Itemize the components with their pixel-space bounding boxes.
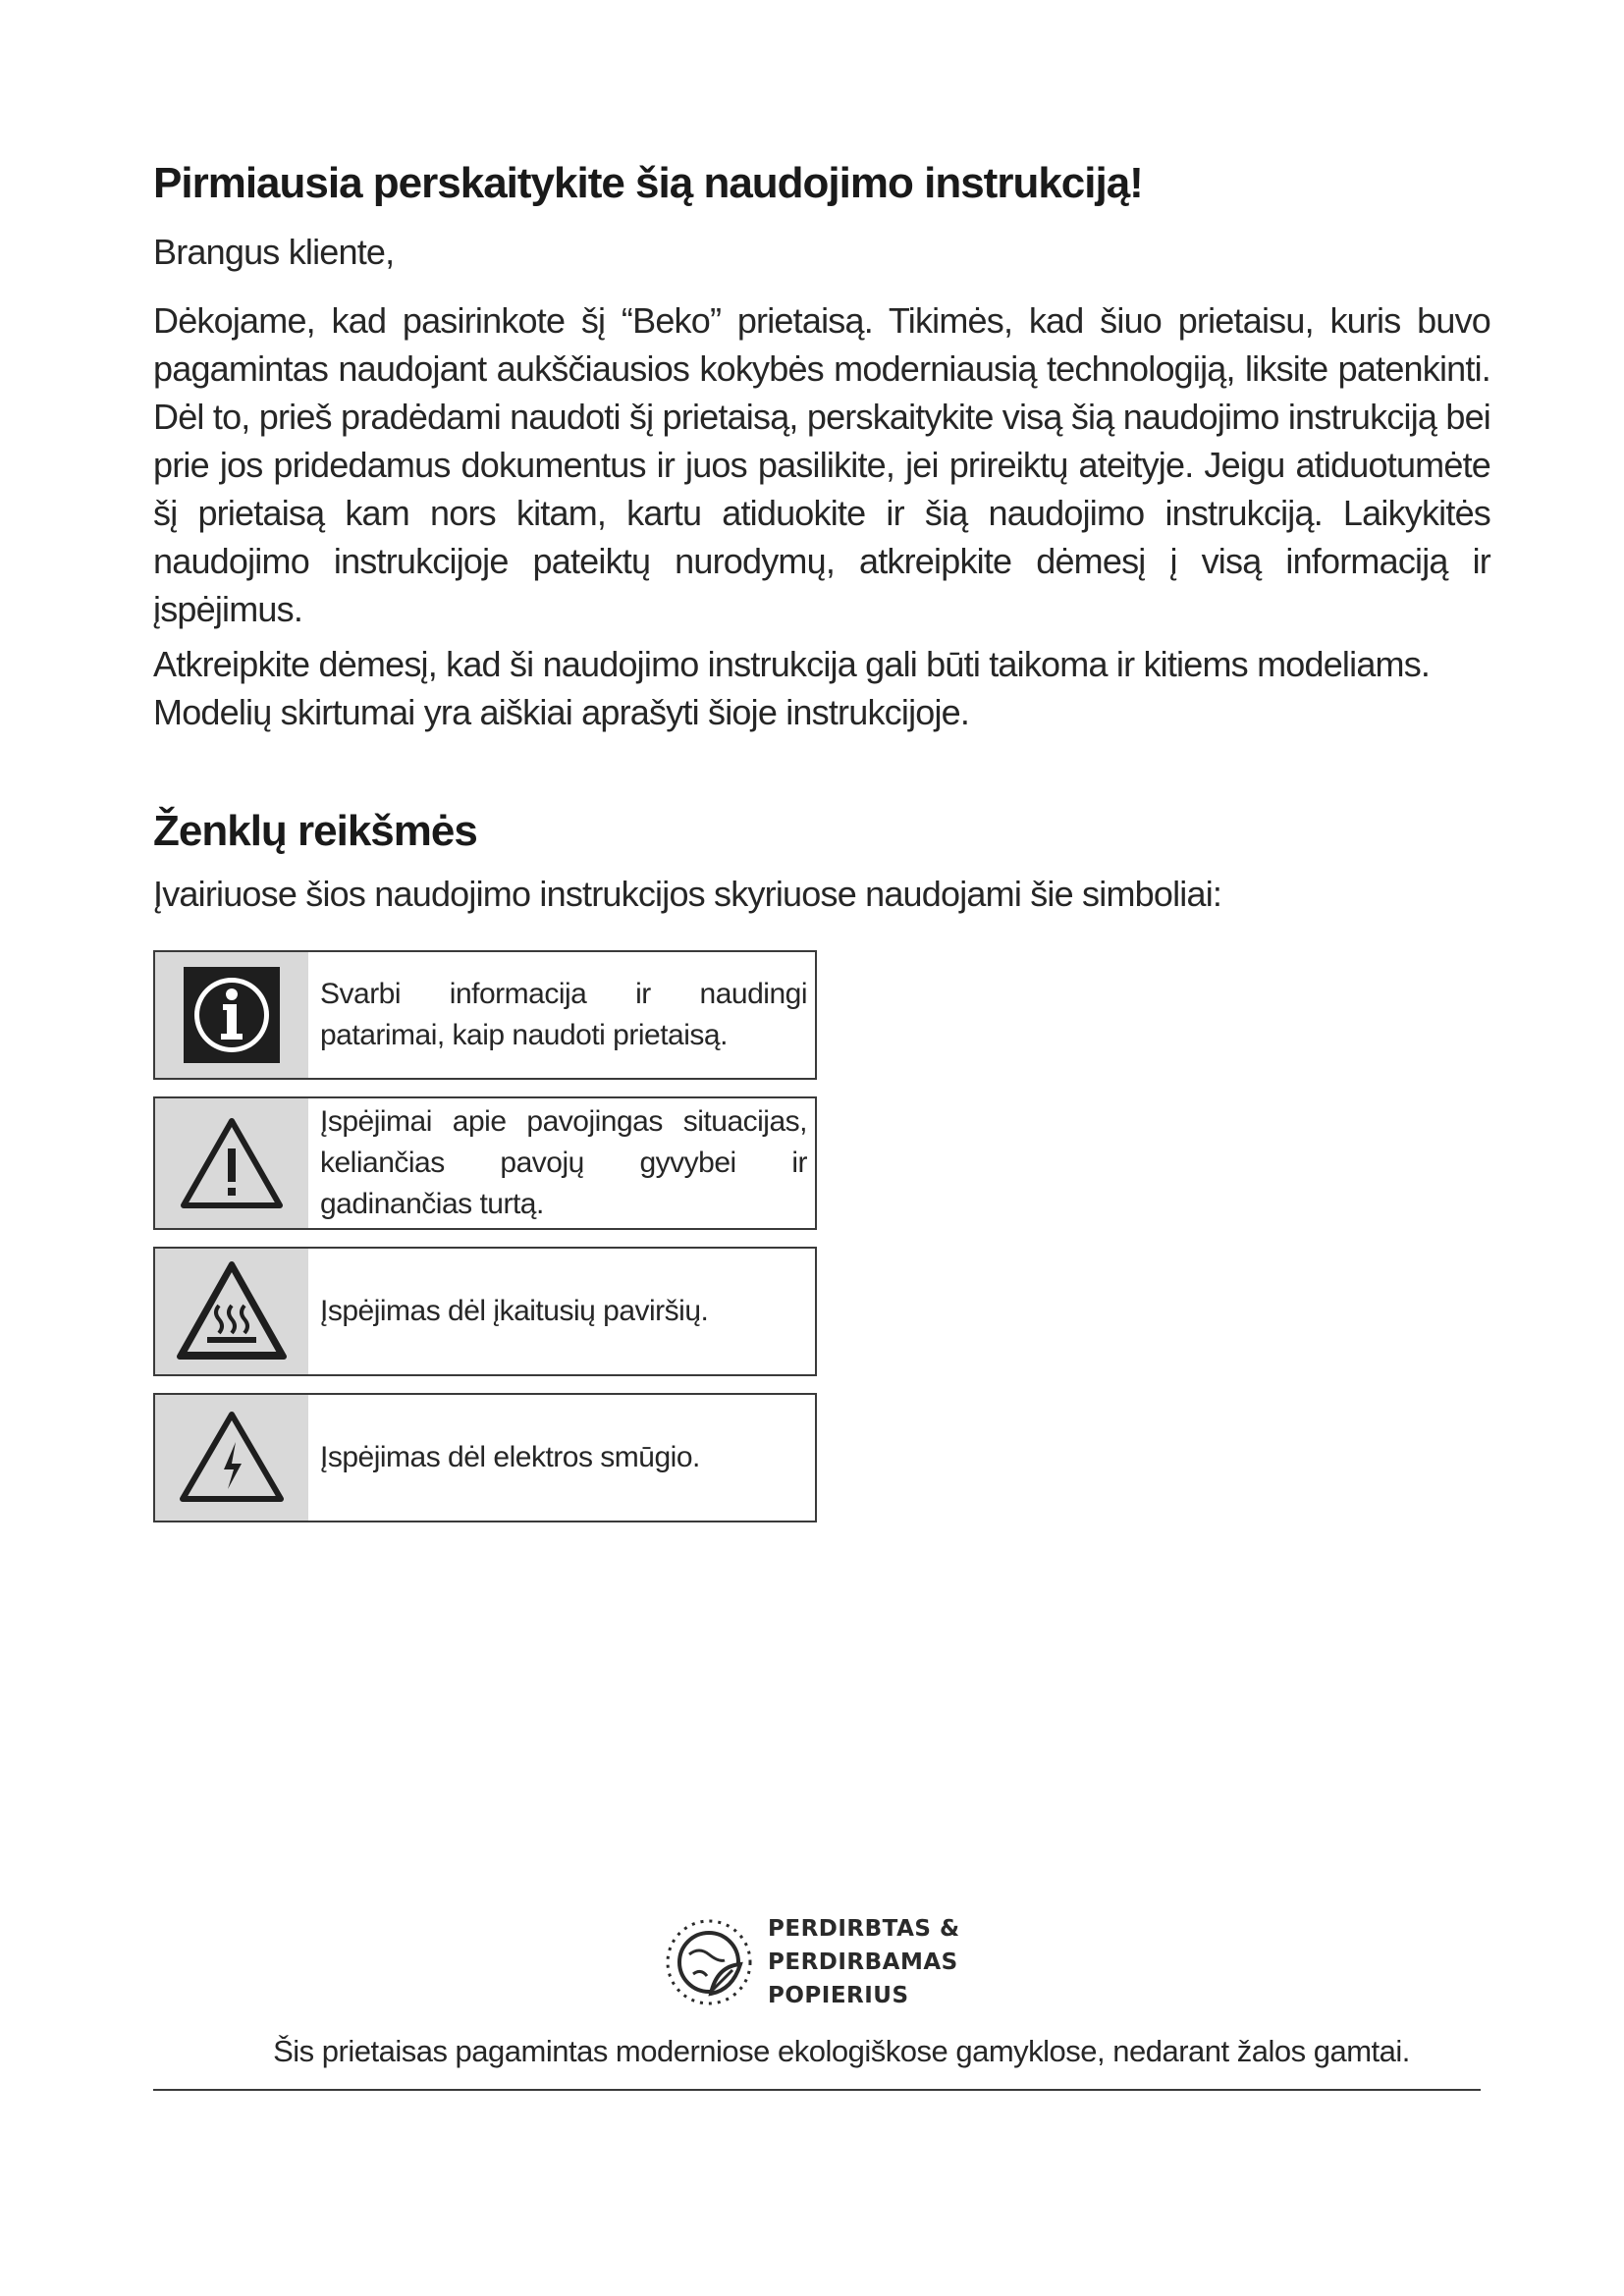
warning-icon bbox=[155, 1098, 308, 1228]
symbol-row-hot-surface bbox=[153, 1247, 817, 1376]
models-note-paragraph: Atkreipkite dėmesį, kad ši naudojimo instrukcija gali būti taikoma ir kitiems modeliams. Modelių skirtumai yra aiškiai aprašyti šioje instrukcijoje. bbox=[153, 644, 1431, 732]
symbols-intro: Įvairiuose šios naudojimo instrukcijos skyriuose naudojami šie simboliai: bbox=[153, 874, 1222, 914]
info-icon bbox=[155, 952, 308, 1078]
symbol-description: Įspėjimas dėl įkaitusių paviršių. bbox=[320, 1295, 709, 1327]
symbols-table bbox=[153, 950, 817, 1539]
symbols-heading: Ženklų reikšmės bbox=[153, 807, 477, 855]
footer-note: Šis prietaisas pagamintas moderniose ekologiškose gamyklose, nedarant žalos gamtai. bbox=[273, 2034, 1410, 2068]
badge-line-2: PERDIRBAMAS bbox=[768, 1949, 958, 1975]
recycled-paper-badge bbox=[664, 1912, 960, 2012]
badge-line-3: POPIERIUS bbox=[768, 1983, 909, 2008]
symbol-description: Įspėjimas dėl elektros smūgio. bbox=[320, 1441, 700, 1473]
symbol-row-info bbox=[153, 950, 817, 1080]
intro-paragraph: Dėkojame, kad pasirinkote šį “Beko” prietaisą. Tikimės, kad šiuo prietaisu, kuris buvo pagamintas naudojant aukščiausios kokybės moderniausią technologiją, liksite patenkinti. Dėl to, prieš pradėdami naudoti šį prietaisą, perskaitykite visą šią naudojimo instrukciją bei prie jos pridedamus dokumentus ir juos pasilikite, jei prireiktų ateityje. Jeigu atiduotumėte šį prietaisą kam nors kitam, kartu atiduokite ir šią naudojimo instrukciją. Laikykitės naudojimo instrukcijoje pateiktų nurodymų, atkreipkite dėmesį į visą informaciją ir įspėjimus. bbox=[153, 300, 1490, 629]
symbol-row-warning bbox=[153, 1096, 817, 1230]
electric-shock-icon bbox=[155, 1395, 308, 1521]
badge-line-1: PERDIRBTAS & bbox=[768, 1916, 960, 1942]
symbol-row-electric-shock bbox=[153, 1393, 817, 1522]
symbol-description: Įspėjimai apie pavojingas situacijas, keliančias pavojų gyvybei ir gadinančias turtą. bbox=[320, 1105, 807, 1220]
hot-surface-icon bbox=[155, 1249, 308, 1374]
page-title: Pirmiausia perskaitykite šią naudojimo instrukciją! bbox=[153, 159, 1143, 207]
greeting: Brangus kliente, bbox=[153, 232, 395, 272]
recycled-globe-leaf-icon bbox=[664, 1917, 754, 2007]
symbol-description: Svarbi informacija ir naudingi patarimai, kaip naudoti prietaisą. bbox=[320, 978, 807, 1051]
footer-divider bbox=[153, 2089, 1481, 2091]
